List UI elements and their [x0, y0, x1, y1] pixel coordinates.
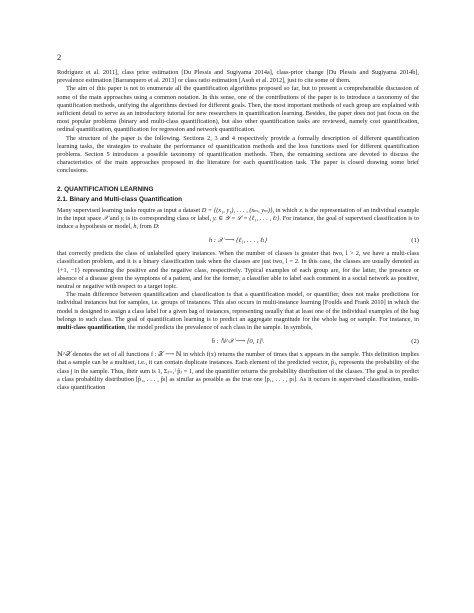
section-number: 2.	[57, 185, 63, 193]
math-label-set: yᵢ ∈ 𝒴 = ℒ = {ℓ₁, . . . , ℓₗ}	[212, 214, 280, 222]
equation-1-expression: h : 𝒳 ⟶ {ℓ₁, . . . , ℓₗ}	[208, 237, 268, 245]
text-fragment: , from	[136, 223, 154, 231]
paragraph-sample-definition: ℕ^𝒳 denotes the set of all functions f : 𝒳 ⟶ ℕ in which f(x) returns the number of times that x appears in the sample. This definition implies that a sample can be a multiset, i.e., it can contain duplicate instances. Each element of the predicted vector, p̂ⱼ, represents the probability of the class j in the sample. Thus, their sum is 1, Σⱼ₌₁ˡ p̂ⱼ = 1, and the quantifier returns the probability distribution of the classes. The goal is to predict a class probability distribution [p̂₁, . . . , p̂ₗ] as similar as possible as the true one [p₁, . . . , pₗ]. As it occurs in supervised classification, multi-class quantification	[57, 351, 419, 392]
equation-2-number: (2)	[411, 338, 419, 346]
text-fragment: . For instance, the goal of supervised classification is to induce a hypothesis or model,	[57, 214, 419, 231]
math-d: D	[153, 223, 158, 231]
page-number: 2	[57, 52, 62, 62]
subsection-number: 2.1.	[57, 195, 68, 203]
text-fragment: Many supervised learning tasks require as input a dataset	[57, 206, 202, 214]
paragraph-structure: The structure of the paper is the following. Sections 2, 3 and 4 respectively provide a formally description of different quantification learning tasks, the strategies to evaluate the performance of quantification methods and the loss functions used for different quantification problems. Section 5 introduces a possible taxonomy of quantification methods. Then, the remaining sections are devoted to discuss the characteristics of the main approaches proposed in the literature for each quantification task. The paper is closed drawing some brief conclusions.	[57, 134, 419, 175]
math-dataset: D = {(x₁, y₁), . . . , (xₘ, yₘ)}	[201, 206, 273, 214]
paragraph-citations: Rodríguez et al. 2011], class prior estimation [Du Plessis and Sugiyama 2014a], class-prior change [Du Plessis and Sugiyama 2014b], prevalence estimation [Barranquero et al. 2013] or class ratio estimation [Asoh et al. 2012], just to cite some of them.	[57, 69, 419, 85]
equation-2-expression: h̄ : ℕ^𝒳 ⟶ [0, 1]ˡ.	[211, 338, 265, 346]
text-fragment: The main difference between quantification and classification is that a quantification model, or quantifier, does not make predictions for individual instances but for samples, i.e. groups of instances. This also occurs in multi-instance learning [Foulds and Frank 2010] in which the model is designed to assign a class label for a given bag of instances, representing usually that at least one of the individual examples of the bag belongs to such class. The goal of quantification learning is to predict an aggregate magnitude for the whole bag or sample. For instance, in	[57, 291, 419, 323]
paragraph-classification: that correctly predicts the class of unlabelled query instances. When the number of classes is greater that two, l > 2, we have a multi-class classification problem, and it is a binary classification task when the classes are just two, l = 2. In this case, the classes are usually denoted as {+1, −1} representing the positive and the negative class, respectively. Typical examples of each group are, for the latter, the presence or absence of a disease given the symptoms of a patient, and for the former, a classifier able to label each comment in a social network as positive, neutral or negative with respect to a target topic.	[57, 250, 419, 291]
paragraph-supervised-tasks	[57, 207, 419, 232]
text-fragment: , the model predicts the prevalence of each class in the sample. In symbols,	[124, 324, 313, 332]
equation-1-number: (1)	[411, 237, 419, 245]
paragraph-quantification-difference	[57, 291, 419, 332]
section-title: QUANTIFICATION LEARNING	[64, 185, 154, 193]
math-yi: yᵢ	[120, 214, 125, 222]
equation-1	[57, 236, 419, 245]
paragraph-aim: The aim of this paper is not to enumerate all the quantification algorithms proposed so far, but to present a comprehensible discussion of some of the main approaches using a common notation. In this sense, one of the contributions of the paper is to introduce a taxonomy of the quantification methods, unifying the algorithms devised for different goals. Then, the most important methods of each group are explained with sufficient detail to serve as an introductory tutorial for new researchers in quantification learning. Besides, the paper does not just focus on the most popular problems (binary and multi-class quantification), but also other quantification tasks are reviewed, namely cost quantification, ordinal quantification, quantification for regression and network quantification.	[57, 85, 419, 134]
math-input-space: 𝒳	[102, 214, 109, 222]
section-heading	[57, 186, 419, 194]
equation-2	[57, 337, 419, 346]
math-xi: xᵢ	[299, 206, 303, 214]
page-body	[57, 69, 419, 392]
subsection-title: Binary and Multi-class Quantification	[69, 195, 183, 203]
math-h: h	[133, 223, 137, 231]
text-fragment: and	[108, 214, 121, 222]
text-fragment: is the representation of an individual example in the input space	[57, 206, 420, 222]
term-multi-class-quantification: multi-class quantification	[57, 324, 125, 332]
text-fragment: , in which	[272, 206, 300, 214]
text-fragment: is its corresponding class or label,	[124, 214, 213, 222]
subsection-heading	[57, 196, 419, 204]
text-fragment: :	[157, 223, 160, 231]
